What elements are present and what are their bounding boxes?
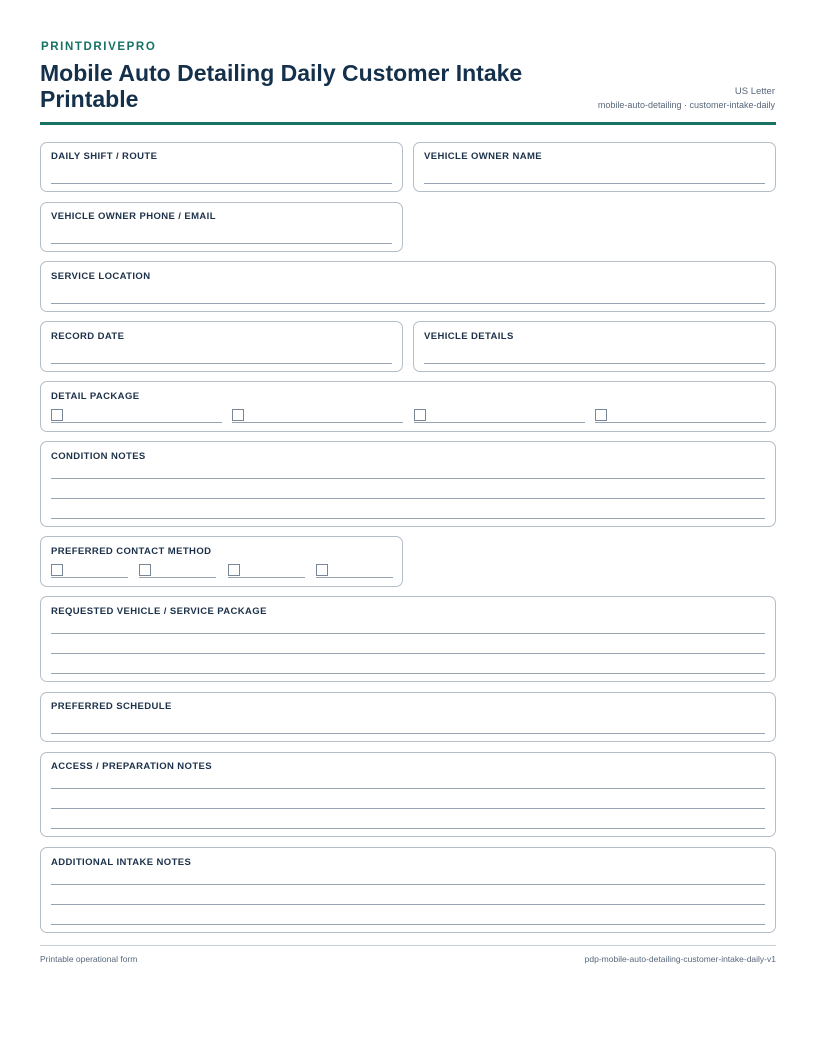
write-in-line[interactable]: [51, 577, 128, 578]
document-meta: [598, 86, 775, 112]
write-in-line[interactable]: [51, 828, 765, 829]
write-in-line[interactable]: [51, 363, 392, 364]
field-label: ADDITIONAL INTAKE NOTES: [51, 857, 192, 868]
field-condition-notes: [40, 441, 776, 527]
field-owner-phone-email: [40, 202, 403, 252]
checkbox[interactable]: [232, 409, 244, 421]
write-in-line[interactable]: [424, 183, 765, 184]
brand-name: PRINTDRIVEPRO: [41, 41, 157, 53]
write-in-line[interactable]: [51, 478, 765, 479]
write-in-line[interactable]: [139, 577, 216, 578]
package-option: [51, 409, 222, 423]
package-option: [595, 409, 766, 423]
field-additional-intake-notes: [40, 847, 776, 933]
field-label: SERVICE LOCATION: [51, 271, 151, 282]
field-label: RECORD DATE: [51, 331, 125, 342]
field-label: DETAIL PACKAGE: [51, 391, 140, 402]
contact-option: [51, 564, 128, 578]
field-label: VEHICLE OWNER NAME: [424, 151, 543, 162]
write-in-line[interactable]: [51, 422, 222, 423]
checkbox[interactable]: [228, 564, 240, 576]
header-rule: [40, 122, 776, 125]
field-vehicle-details: [413, 321, 776, 372]
checkbox[interactable]: [51, 564, 63, 576]
contact-option: [228, 564, 305, 578]
write-in-line[interactable]: [51, 788, 765, 789]
write-in-line[interactable]: [51, 884, 765, 885]
field-service-location: [40, 261, 776, 312]
field-access-preparation-notes: [40, 752, 776, 837]
write-in-line[interactable]: [51, 924, 765, 925]
package-option: [414, 409, 585, 423]
checkbox[interactable]: [414, 409, 426, 421]
write-in-line[interactable]: [51, 518, 765, 519]
checkbox[interactable]: [51, 409, 63, 421]
form-slug: mobile-auto-detailing · customer-intake-daily: [597, 100, 775, 110]
write-in-line[interactable]: [51, 633, 765, 634]
field-label: PREFERRED SCHEDULE: [51, 701, 172, 712]
write-in-line[interactable]: [51, 303, 765, 304]
write-in-line[interactable]: [51, 808, 765, 809]
write-in-line[interactable]: [316, 577, 393, 578]
field-label: REQUESTED VEHICLE / SERVICE PACKAGE: [51, 606, 267, 617]
field-record-date: [40, 321, 403, 372]
field-label: PREFERRED CONTACT METHOD: [51, 546, 212, 557]
write-in-line[interactable]: [414, 422, 585, 423]
contact-option: [316, 564, 393, 578]
field-label: CONDITION NOTES: [51, 451, 146, 462]
write-in-line[interactable]: [51, 498, 765, 499]
write-in-line[interactable]: [51, 733, 765, 734]
field-vehicle-owner-name: [413, 142, 776, 192]
field-preferred-schedule: [40, 692, 776, 742]
write-in-line[interactable]: [51, 673, 765, 674]
contact-option: [139, 564, 216, 578]
write-in-line[interactable]: [232, 422, 403, 423]
write-in-line[interactable]: [228, 577, 305, 578]
footer-rule: [40, 945, 776, 946]
field-daily-shift-route: [40, 142, 403, 192]
checkbox[interactable]: [139, 564, 151, 576]
paper-size: US Letter: [734, 86, 775, 97]
footer-form-type: Printable operational form: [40, 954, 138, 964]
write-in-line[interactable]: [424, 363, 765, 364]
checkbox[interactable]: [595, 409, 607, 421]
field-label: DAILY SHIFT / ROUTE: [51, 151, 158, 162]
field-detail-package: [40, 381, 776, 432]
write-in-line[interactable]: [595, 422, 766, 423]
write-in-line[interactable]: [51, 653, 765, 654]
write-in-line[interactable]: [51, 183, 392, 184]
footer-form-id: pdp-mobile-auto-detailing-customer-intake-daily-v1: [584, 954, 776, 964]
field-label: VEHICLE OWNER PHONE / EMAIL: [51, 211, 216, 222]
page-title: Mobile Auto Detailing Daily Customer Intake Printable: [40, 60, 523, 112]
package-option: [232, 409, 403, 423]
field-preferred-contact-method: [40, 536, 403, 587]
write-in-line[interactable]: [51, 243, 392, 244]
write-in-line[interactable]: [51, 904, 765, 905]
field-requested-service-package: [40, 596, 776, 682]
field-label: VEHICLE DETAILS: [424, 331, 514, 342]
field-label: ACCESS / PREPARATION NOTES: [51, 761, 213, 772]
checkbox[interactable]: [316, 564, 328, 576]
